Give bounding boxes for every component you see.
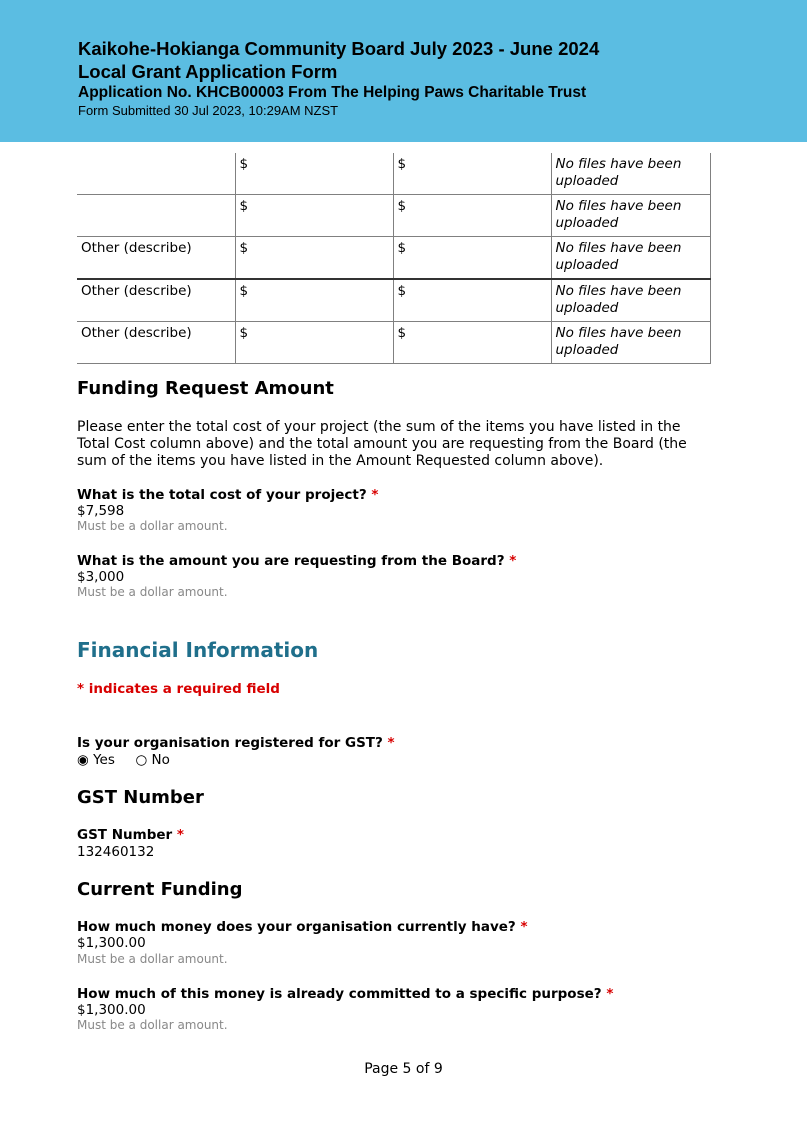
gst-number-heading: GST Number [77, 787, 204, 808]
quotes-cell: No files have been uploaded [551, 237, 710, 280]
total-cost-cell: $ [235, 195, 393, 237]
required-asterisk: * [509, 553, 517, 569]
total-cost-cell: $ [235, 153, 393, 195]
quotes-cell: No files have been uploaded [551, 153, 710, 195]
radio-yes-selected-icon[interactable]: ◉ [77, 752, 89, 768]
radio-yes-label: Yes [93, 752, 115, 768]
money-committed-hint: Must be a dollar amount. [77, 1018, 228, 1032]
question-label: How much of this money is already committed to a specific purpose? [77, 986, 602, 1002]
required-asterisk: * [387, 735, 395, 751]
table-row [77, 237, 710, 280]
required-asterisk: * [520, 919, 528, 935]
amount-requested-cell: $ [393, 237, 551, 280]
gst-number-answer: 132460132 [77, 844, 155, 860]
amount-requested-cell: $ [393, 279, 551, 322]
total-cost-question [77, 487, 378, 503]
required-asterisk: * [606, 986, 614, 1002]
table-row [77, 279, 710, 322]
financial-information-heading: Financial Information [77, 638, 319, 662]
item-cell: Other (describe) [77, 322, 235, 364]
question-label: What is the total cost of your project? [77, 487, 367, 503]
item-cell [77, 153, 235, 195]
submission-timestamp: Form Submitted 30 Jul 2023, 10:29AM NZST [78, 103, 339, 118]
page-number: Page 5 of 9 [364, 1061, 443, 1077]
money-committed-answer: $1,300.00 [77, 1002, 146, 1018]
amount-requested-cell: $ [393, 195, 551, 237]
total-cost-answer: $7,598 [77, 503, 125, 519]
current-funding-heading: Current Funding [77, 879, 243, 900]
quotes-cell: No files have been uploaded [551, 279, 710, 322]
quotes-cell: No files have been uploaded [551, 322, 710, 364]
table-row [77, 195, 710, 237]
item-cell: Other (describe) [77, 279, 235, 322]
form-header [0, 0, 807, 142]
total-cost-cell: $ [235, 279, 393, 322]
funding-request-description: Please enter the total cost of your project (the sum of the items you have listed in the Total Cost column above) and the total amount you are requesting from the Board (the sum of the items you have listed in the Amount Requested column above). [77, 419, 687, 469]
required-asterisk: * [176, 827, 184, 843]
required-asterisk: * [371, 487, 379, 503]
total-cost-cell: $ [235, 237, 393, 280]
amount-requested-hint: Must be a dollar amount. [77, 585, 228, 599]
budget-table [77, 153, 711, 364]
gst-registered-question [77, 735, 395, 751]
radio-no-label: No [151, 752, 170, 768]
gst-number-question [77, 827, 184, 843]
quotes-cell: No files have been uploaded [551, 195, 710, 237]
question-label: GST Number [77, 827, 173, 843]
money-have-question [77, 919, 528, 935]
amount-requested-question [77, 553, 516, 569]
application-number: Application No. KHCB00003 From The Helping Paws Charitable Trust [78, 84, 587, 101]
gst-registered-options [77, 752, 170, 768]
question-label: Is your organisation registered for GST? [77, 735, 383, 751]
item-cell: Other (describe) [77, 237, 235, 280]
money-have-answer: $1,300.00 [77, 935, 146, 951]
form-title: Local Grant Application Form [78, 61, 338, 82]
item-cell [77, 195, 235, 237]
radio-no-icon[interactable]: ○ [135, 752, 148, 768]
amount-requested-answer: $3,000 [77, 569, 125, 585]
funding-request-heading: Funding Request Amount [77, 378, 334, 399]
question-label: What is the amount you are requesting from the Board? [77, 553, 505, 569]
total-cost-cell: $ [235, 322, 393, 364]
required-field-note: * indicates a required field [77, 681, 280, 697]
total-cost-hint: Must be a dollar amount. [77, 519, 228, 533]
table-row [77, 153, 710, 195]
board-title: Kaikohe-Hokianga Community Board July 2023 - June 2024 [78, 38, 600, 59]
amount-requested-cell: $ [393, 153, 551, 195]
question-label: How much money does your organisation currently have? [77, 919, 516, 935]
money-have-hint: Must be a dollar amount. [77, 952, 228, 966]
amount-requested-cell: $ [393, 322, 551, 364]
money-committed-question [77, 986, 613, 1002]
table-row [77, 322, 710, 364]
